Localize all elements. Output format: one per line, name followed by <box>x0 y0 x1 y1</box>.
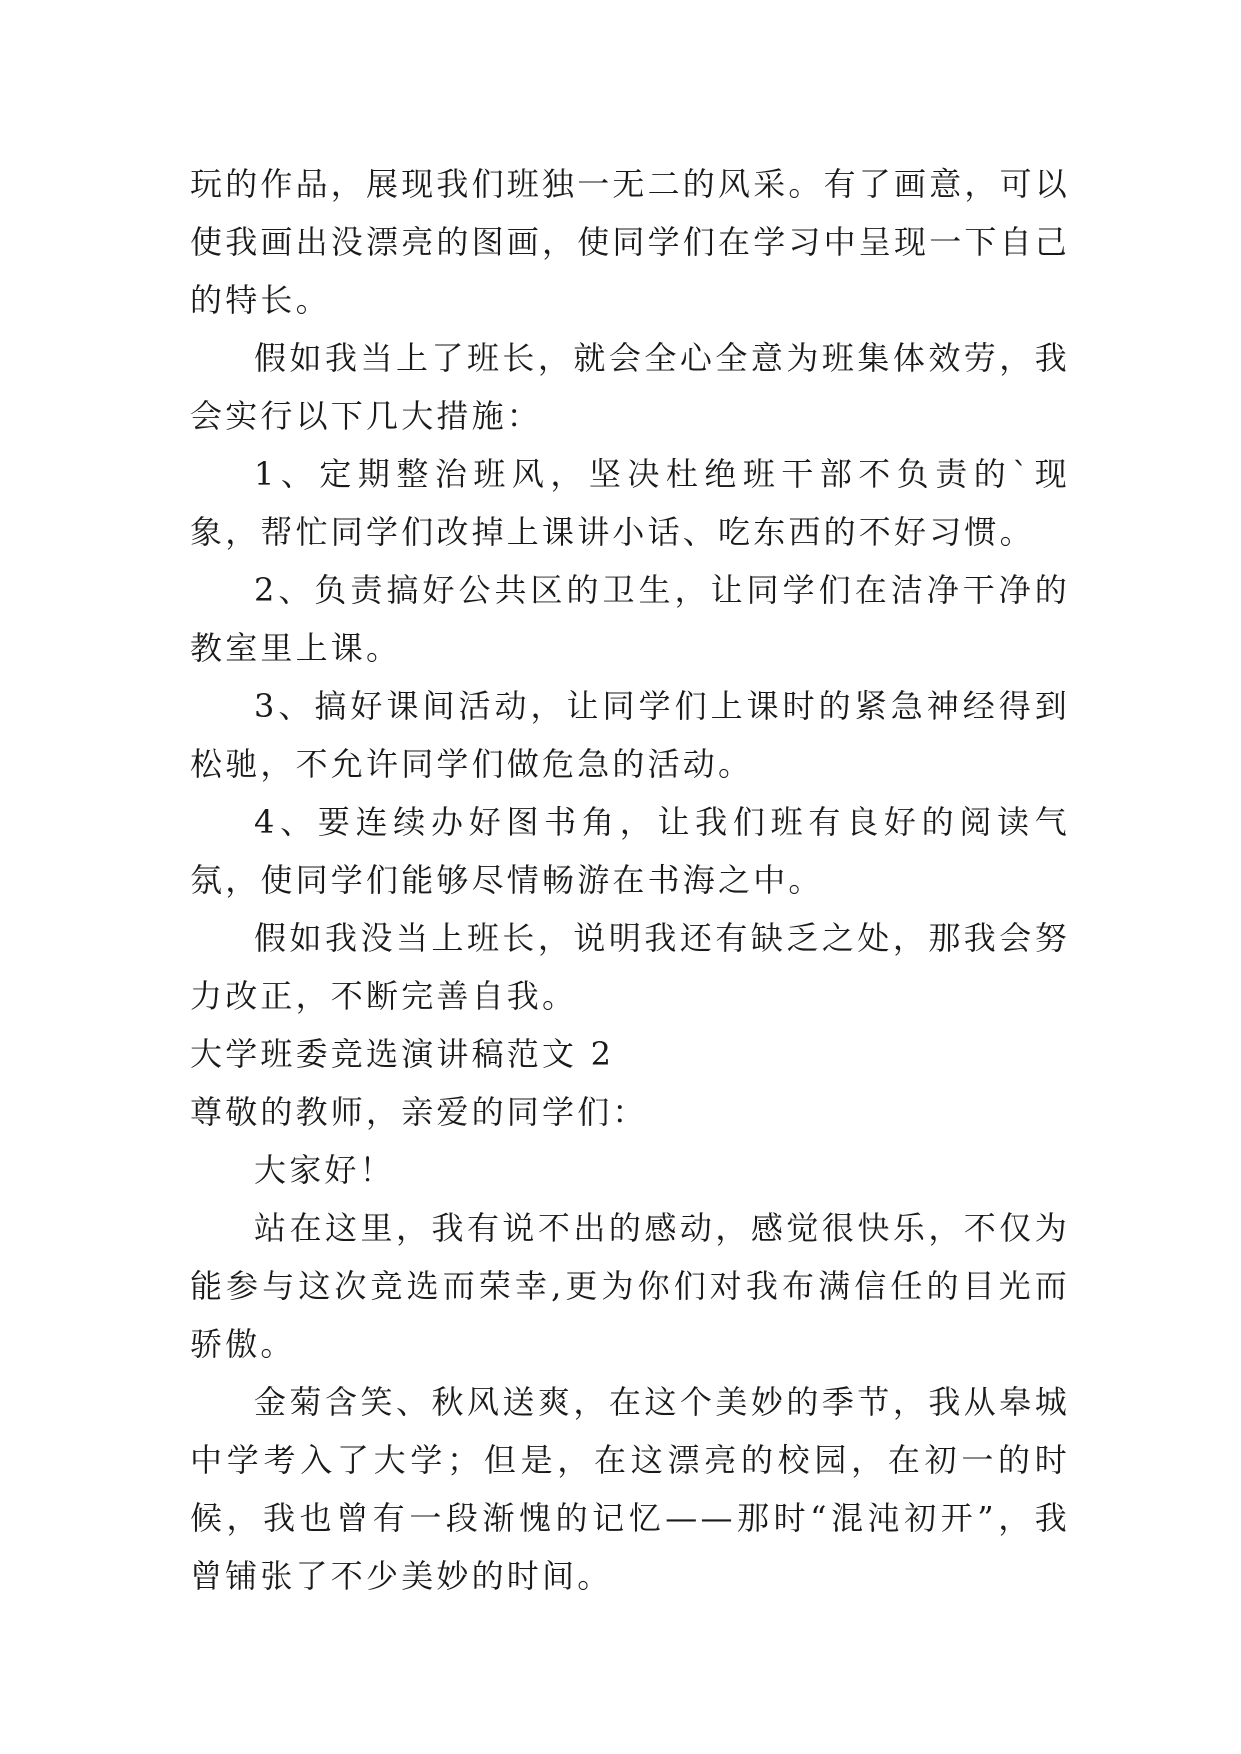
paragraph-11: 站在这里，我有说不出的感动，感觉很快乐，不仅为能参与这次竞选而荣幸,更为你们对我布满信任的目光而骄傲。 <box>190 1209 1070 1363</box>
paragraph-7: 假如我没当上班长，说明我还有缺乏之处，那我会努力改正，不断完善自我。 <box>190 919 1070 1015</box>
paragraph-5: 3、搞好课间活动，让同学们上课时的紧急神经得到松驰，不允许同学们做危急的活动。 <box>190 687 1070 783</box>
greeting: 大家好！ <box>254 1151 395 1189</box>
paragraph-4: 2、负责搞好公共区的卫生，让同学们在洁净干净的教室里上课。 <box>190 571 1070 667</box>
salutation: 尊敬的教师，亲爱的同学们： <box>190 1093 648 1131</box>
paragraph-3: 1、定期整治班风，坚决杜绝班干部不负责的`现象，帮忙同学们改掉上课讲小话、吃东西的不好习惯。 <box>190 455 1070 551</box>
paragraph-2: 假如我当上了班长，就会全心全意为班集体效劳，我会实行以下几大措施： <box>190 339 1070 435</box>
paragraph-12: 金菊含笑、秋风送爽，在这个美妙的季节，我从皋城中学考入了大学；但是，在这漂亮的校园，在初一的时候，我也曾有一段渐愧的记忆——那时“混沌初开”，我曾铺张了不少美妙的时间。 <box>190 1383 1070 1595</box>
document-body <box>190 155 1070 1605</box>
section-heading: 大学班委竞选演讲稿范文 2 <box>190 1035 615 1073</box>
paragraph-1: 玩的作品，展现我们班独一无二的风采。有了画意，可以使我画出没漂亮的图画，使同学们在学习中呈现一下自己的特长。 <box>190 165 1071 319</box>
paragraph-6: 4、要连续办好图书角，让我们班有良好的阅读气氛，使同学们能够尽情畅游在书海之中。 <box>190 803 1070 899</box>
